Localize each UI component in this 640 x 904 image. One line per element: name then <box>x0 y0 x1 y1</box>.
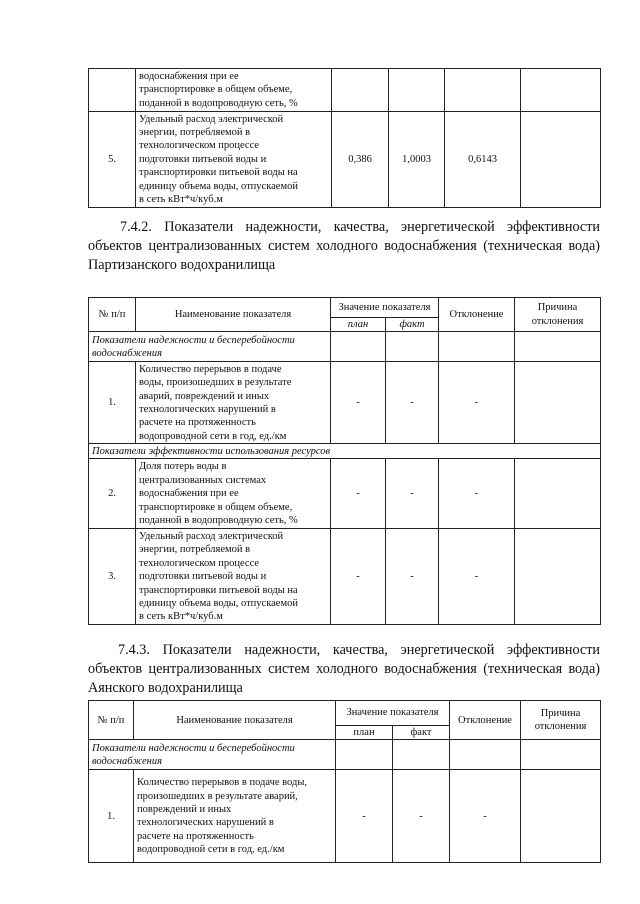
group-row <box>89 444 601 459</box>
table-row <box>89 362 601 444</box>
section-heading-7-4-2: 7.4.2. Показатели надежности, качества, энергетической эффективности объектов централизованных систем холодного водоснабжения (техническая вода) Партизанского водохранилища <box>88 219 600 273</box>
header-number: № п/п <box>89 701 134 740</box>
indicators-table-partizanskoe <box>88 297 601 625</box>
header-indicator-value: Значение показателя <box>331 298 439 318</box>
header-deviation: Отклонение <box>450 701 521 740</box>
table-row <box>89 770 601 863</box>
fact-value: - <box>386 529 439 625</box>
indicator-name: Удельный расход электрической энергии, потребляемой в технологическом процессе подготовки питьевой воды и транспортировки питьевой воды на единицу объема воды, отпускаемой в сеть кВт*ч/куб.м <box>136 529 331 625</box>
table-row <box>89 69 601 112</box>
indicator-name: Доля потерь воды в централизованных системах водоснабжения при ее транспортировке в общем объеме, поданной в водопроводную сеть, % <box>136 459 331 529</box>
indicator-name: Количество перерывов в подаче воды, произошедших в результате аварий, повреждений и иных технологических нарушений в расчете на протяженность водопроводной сети в год, ед./км <box>134 770 336 863</box>
deviation-value: - <box>439 362 515 444</box>
header-reason: Причина отклонения <box>521 701 601 740</box>
header-fact: факт <box>393 726 450 740</box>
header-plan: план <box>331 318 386 332</box>
row-number: 3. <box>89 529 136 625</box>
indicators-table-ayanskoe <box>88 700 601 863</box>
group-label-reliability: Показатели надежности и бесперебойности водоснабжения <box>89 740 336 770</box>
table-row <box>89 529 601 625</box>
plan-value: - <box>331 529 386 625</box>
indicators-table-continued <box>88 68 601 208</box>
table-row <box>89 459 601 529</box>
group-label-efficiency: Показатели эффективности использования ресурсов <box>89 444 601 459</box>
header-plan: план <box>336 726 393 740</box>
group-label-reliability: Показатели надежности и бесперебойности водоснабжения <box>89 332 331 362</box>
header-number: № п/п <box>89 298 136 332</box>
fact-value: - <box>393 770 450 863</box>
plan-value: - <box>331 362 386 444</box>
indicator-name: водоснабжения при ее транспортировке в общем объеме, поданной в водопроводную сеть, % <box>136 69 332 112</box>
fact-value: 1,0003 <box>389 112 445 208</box>
header-deviation: Отклонение <box>439 298 515 332</box>
indicator-name: Удельный расход электрической энергии, потребляемой в технологическом процессе подготовки питьевой воды и транспортировки питьевой воды на единицу объема воды, отпускаемой в сеть кВт*ч/куб.м <box>136 112 332 208</box>
indicator-name: Количество перерывов в подаче воды, произошедших в результате аварий, повреждений и иных технологических нарушений в расчете на протяженность водопроводной сети в год, ед./км <box>136 362 331 444</box>
table-row <box>89 112 601 208</box>
section-heading-7-4-3: 7.4.3. Показатели надежности, качества, энергетической эффективности объектов централизованных систем холодного водоснабжения (техническая вода) Аянского водохранилища <box>88 642 600 696</box>
group-row <box>89 740 601 770</box>
plan-value: 0,386 <box>332 112 389 208</box>
deviation-value: 0,6143 <box>445 112 521 208</box>
row-number: 5. <box>89 112 136 208</box>
group-row <box>89 332 601 362</box>
row-number: 2. <box>89 459 136 529</box>
deviation-value: - <box>439 459 515 529</box>
header-reason: Причина отклонения <box>515 298 601 332</box>
row-number: 1. <box>89 770 134 863</box>
header-indicator-name: Наименование показателя <box>136 298 331 332</box>
header-fact: факт <box>386 318 439 332</box>
deviation-value: - <box>439 529 515 625</box>
fact-value: - <box>386 362 439 444</box>
deviation-value: - <box>450 770 521 863</box>
plan-value: - <box>336 770 393 863</box>
fact-value: - <box>386 459 439 529</box>
header-indicator-name: Наименование показателя <box>134 701 336 740</box>
plan-value: - <box>331 459 386 529</box>
header-indicator-value: Значение показателя <box>336 701 450 726</box>
row-number: 1. <box>89 362 136 444</box>
